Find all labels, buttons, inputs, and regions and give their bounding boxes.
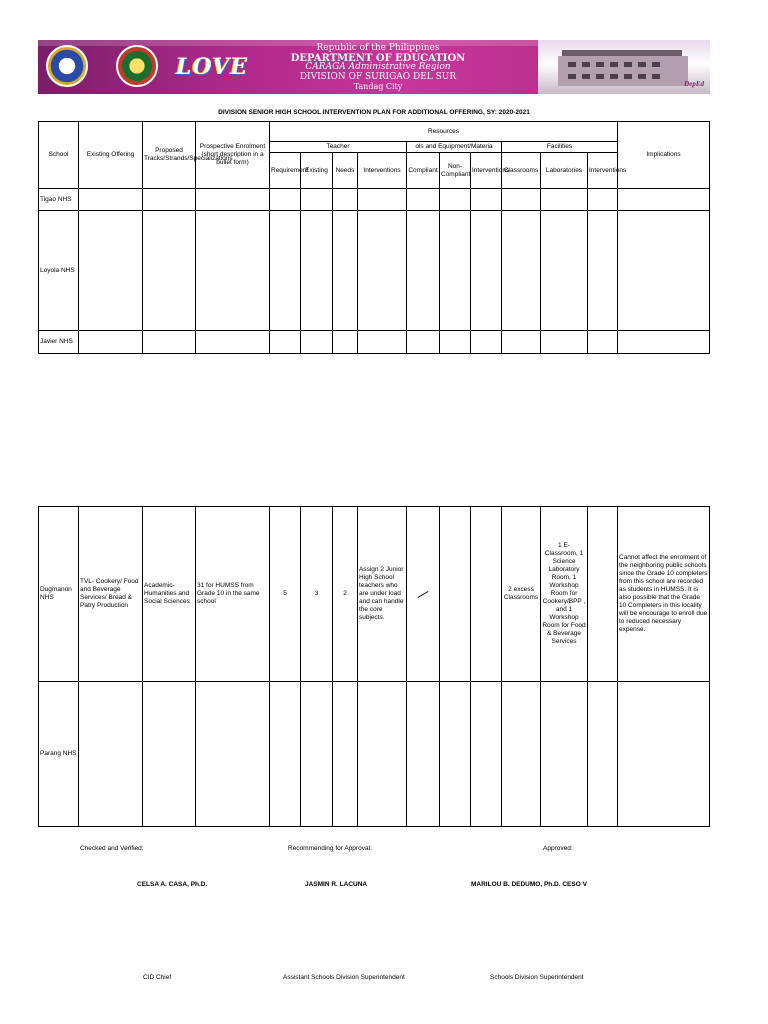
- school-cell: Loyola NHS: [39, 211, 79, 331]
- table-row: [39, 211, 710, 331]
- header-school: School: [39, 122, 79, 189]
- intervention-table-top: [38, 121, 710, 354]
- approved-label: Approved:: [543, 845, 573, 852]
- header-interventions: Interventions: [358, 153, 407, 189]
- love-logo: LOVE: [176, 54, 249, 80]
- header-proposed: Proposed Tracks/Strands/Specializations: [143, 122, 196, 189]
- signatory-name-1: CELSA A. CASA, Ph.D.: [137, 881, 208, 888]
- header-compliant: Compliant: [407, 153, 440, 189]
- banner-department: DEPARTMENT OF EDUCATION: [290, 52, 466, 64]
- header-banner: [38, 40, 710, 94]
- deped-mark: DepEd: [684, 80, 704, 88]
- table-row: [39, 189, 710, 211]
- document-title: DIVISION SENIOR HIGH SCHOOL INTERVENTION PLAN FOR ADDITIONAL OFFERING, SY: 2020-2021: [218, 109, 530, 116]
- prospective-cell: 31 for HUMSS from Grade 10 in the same school: [196, 507, 270, 682]
- header-implications: Implications: [618, 122, 710, 189]
- existing-offering-cell: TVL- Cookery/ Food and Beverage Services/ Bread & Patry Production: [79, 507, 143, 682]
- banner-text: [278, 44, 478, 92]
- proposed-cell: Academic-Humanities and Social Sciences: [143, 507, 196, 682]
- header-prospective: Prospective Enrolment (short description in a bullet form): [196, 122, 270, 189]
- existing-cell: 3: [301, 507, 333, 682]
- recommending-label: Recommending for Approval:: [288, 845, 372, 852]
- school-cell: Javier NHS: [39, 331, 79, 354]
- table-row: [39, 331, 710, 354]
- header-requirement: Requirement: [270, 153, 301, 189]
- signatory-name-2: JASMIN R. LACUNA: [305, 881, 368, 888]
- header-existing-offering: Existing Offering: [79, 122, 143, 189]
- division-seal-icon: [116, 45, 158, 87]
- signatory-position-2: Assistant Schools Division Superintendent: [283, 974, 405, 981]
- header-teacher: Teacher: [270, 142, 407, 153]
- header-non-compliant: Non-Compliant: [440, 153, 471, 189]
- signatory-name-3: MARILOU B. DEDUMO, Ph.D. CESO V: [471, 881, 587, 888]
- table-row: [39, 507, 710, 682]
- header-fac-interventions: Interventions: [588, 153, 618, 189]
- header-needs: Needs: [333, 153, 358, 189]
- checked-label: Checked and Verified:: [80, 845, 144, 852]
- banner-republic: Republic of the Philippines: [316, 43, 440, 53]
- banner-division: DIVISION OF SURIGAO DEL SUR: [299, 71, 457, 82]
- header-laboratories: Laboratories: [541, 153, 588, 189]
- school-building-image: [538, 40, 710, 94]
- laboratories-cell: 1 E-Classroom, 1 Science Laboratory Room, 1 Workshop Room for Cookery/BPP , and 1 Workshop Room for Food & Beverage Services: [541, 507, 588, 682]
- header-resources: Resources: [270, 122, 618, 142]
- intervention-table-bottom: [38, 506, 710, 827]
- school-cell: Parang NHS: [39, 682, 79, 827]
- deped-seal-icon: [46, 45, 88, 87]
- classrooms-cell: 2 excess Classrooms: [502, 507, 541, 682]
- school-cell: Dugmanon NHS: [39, 507, 79, 682]
- header-tools: ols and Equipment/Materia: [407, 142, 502, 153]
- table-row: [39, 682, 710, 827]
- header-classrooms: Classrooms: [502, 153, 541, 189]
- requirement-cell: 5: [270, 507, 301, 682]
- interventions-cell: Assign 2 Junior High School teachers who are under load and can handle the core subjects.: [358, 507, 407, 682]
- header-tool-interventions: Interventions: [471, 153, 502, 189]
- slash-mark: [418, 591, 429, 598]
- signatory-position-1: CID Chief: [143, 974, 172, 981]
- school-cell: Tigao NHS: [39, 189, 79, 211]
- compliant-cell: [407, 507, 440, 682]
- implications-cell: Cannot affect the enrolment of the neighboring public schools since the Grade 10 completers from this school are recorded as students in HUMSS. It is also possible that the Grade 10 Completers in this locality will be encourage to enroll due to reduced necessary expense.: [618, 507, 710, 682]
- header-facilities: Facilities: [502, 142, 618, 153]
- needs-cell: 2: [333, 507, 358, 682]
- signatory-position-3: Schools Division Superintendent: [490, 974, 584, 981]
- banner-city: Tandag City: [353, 82, 403, 91]
- banner-region: CARAGA Administrative Region: [305, 62, 451, 72]
- header-existing: Existing: [301, 153, 333, 189]
